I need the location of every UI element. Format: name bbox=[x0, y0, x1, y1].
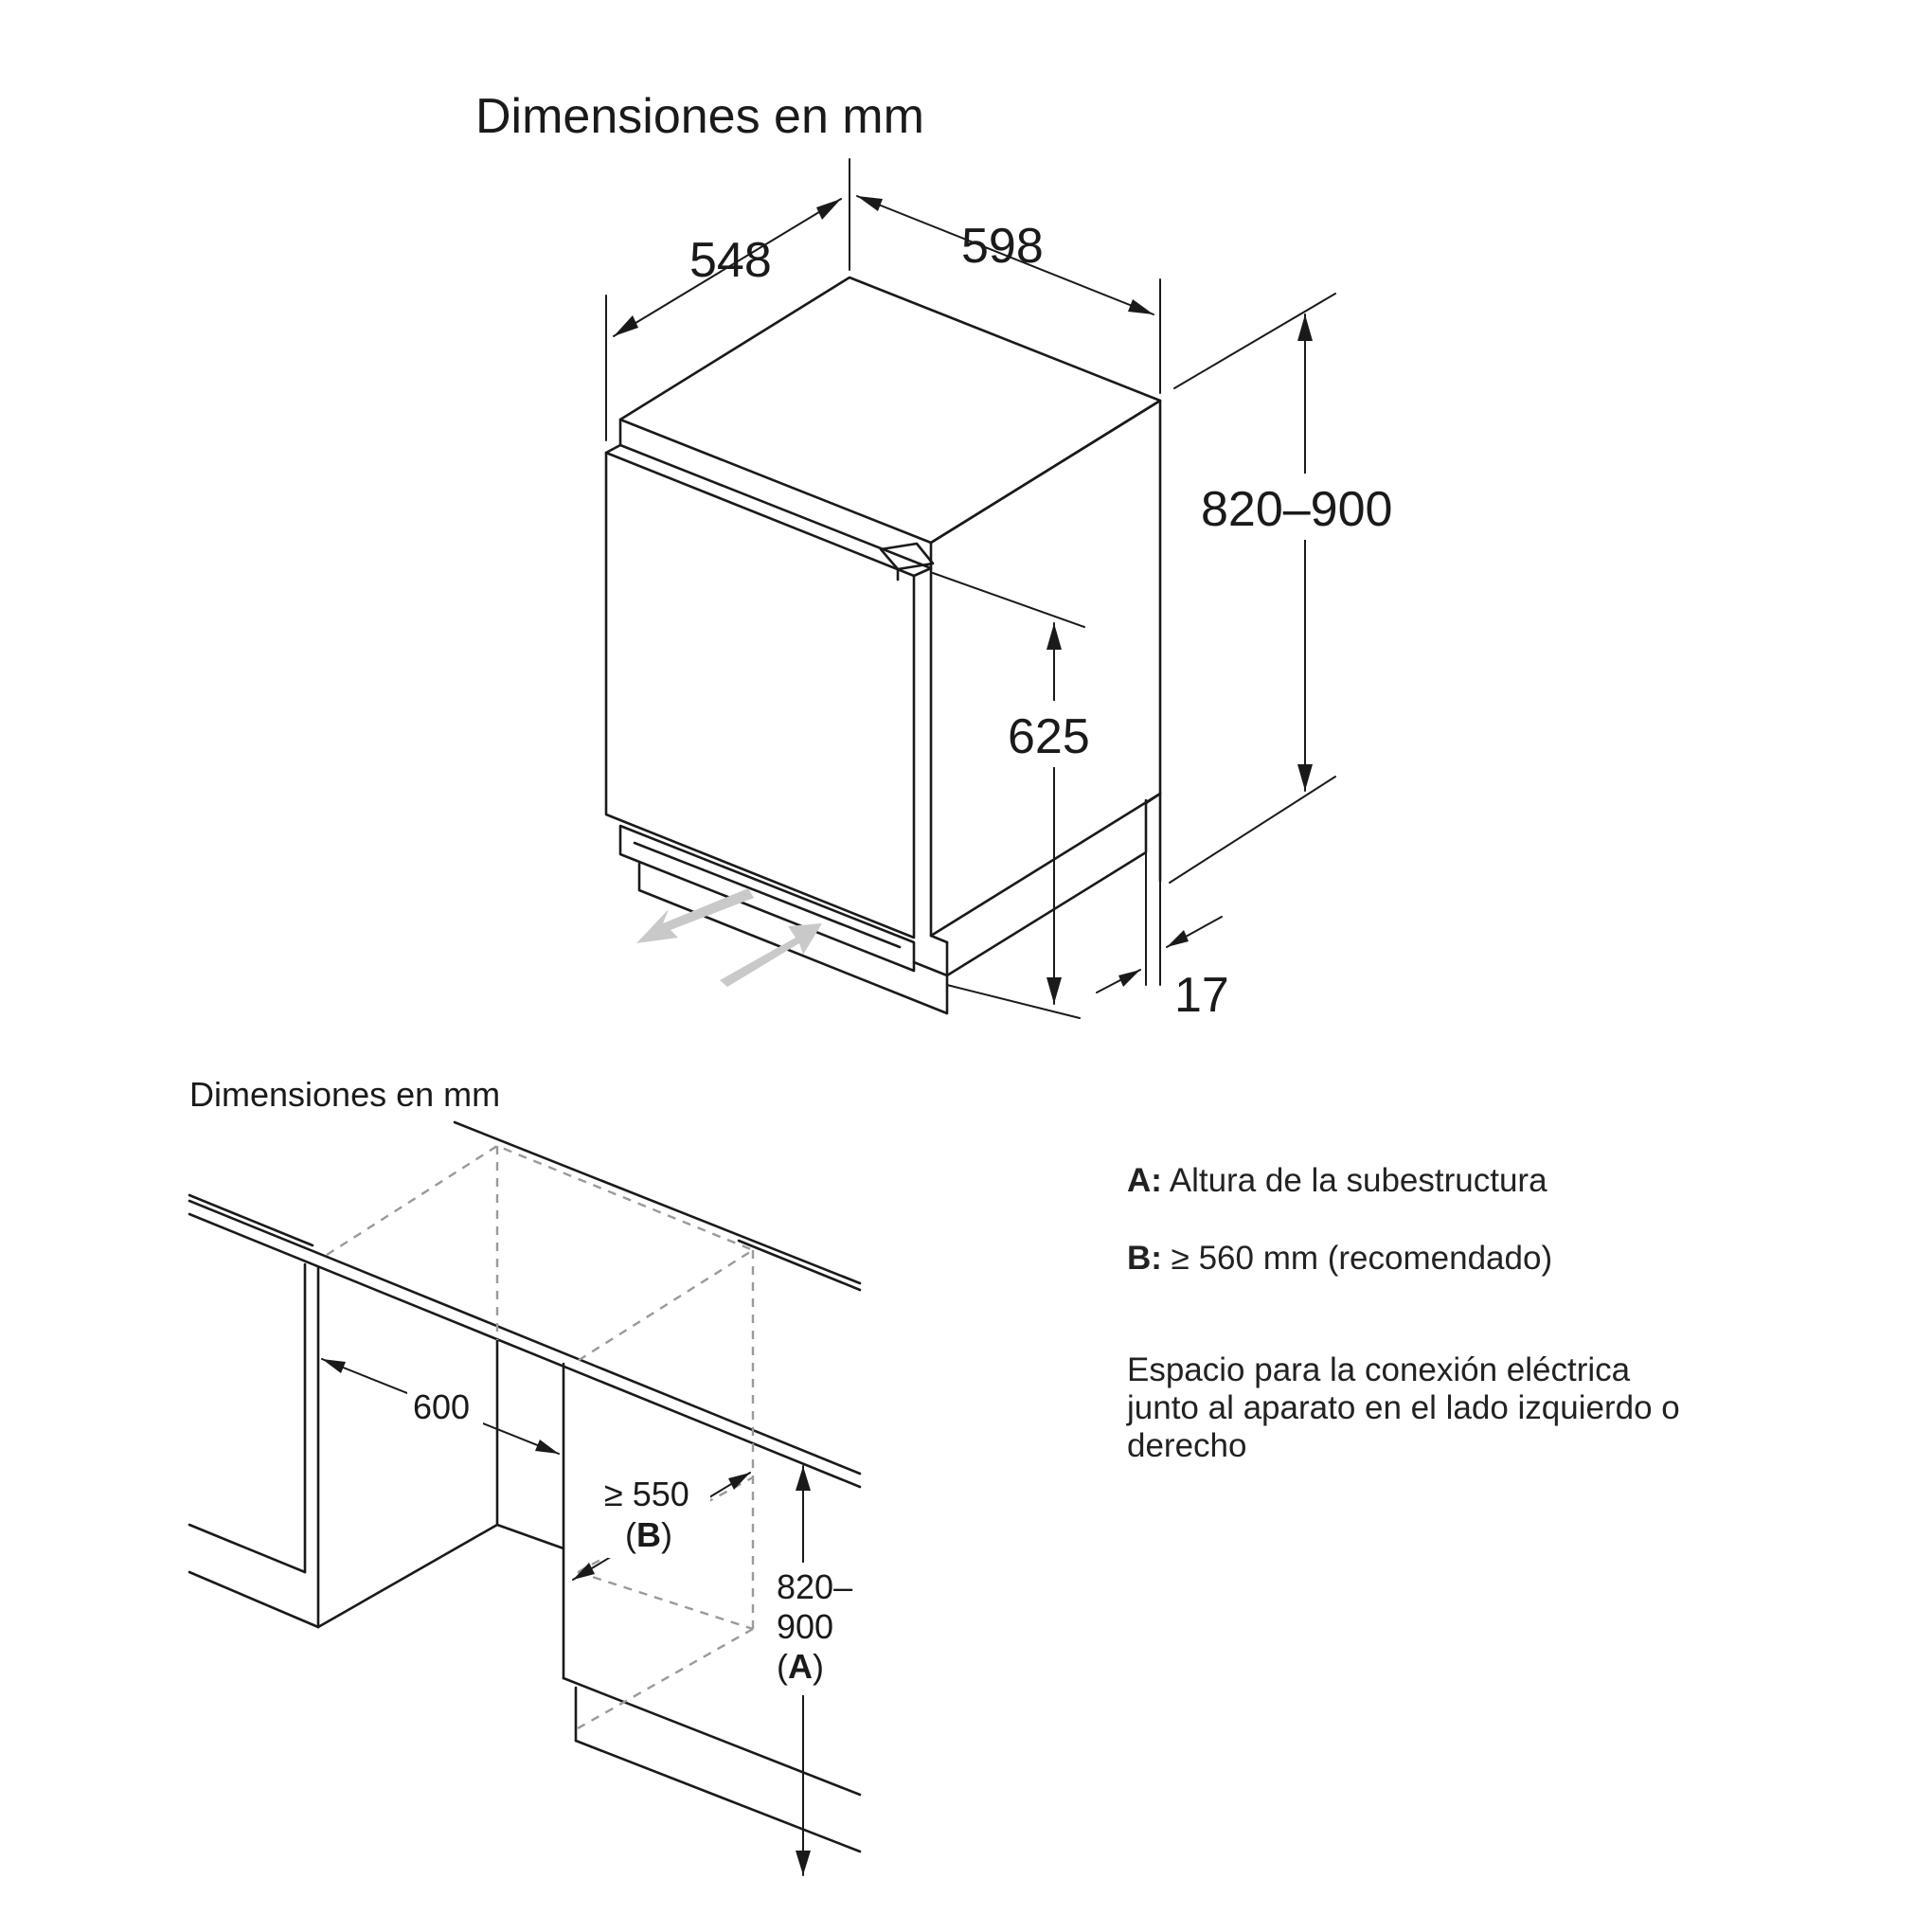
niche-depth-label: ≥ 550 bbox=[604, 1475, 689, 1513]
height-label: 820–900 bbox=[1201, 482, 1393, 537]
top-title: Dimensiones en mm bbox=[475, 89, 924, 144]
legend-a: A: Altura de la subestructura bbox=[1127, 1162, 1547, 1199]
niche-height-label-1: 820– bbox=[777, 1567, 853, 1606]
legend bbox=[1126, 1162, 1680, 1464]
appliance-door bbox=[606, 453, 914, 938]
depth-label: 548 bbox=[689, 233, 772, 288]
niche-depth-ref: (B) bbox=[625, 1515, 672, 1554]
legend-note-line-2: junto al aparato en el lado izquierdo o bbox=[1127, 1389, 1680, 1426]
plinth-offset-label: 17 bbox=[1174, 968, 1229, 1023]
door-height-label: 625 bbox=[1008, 709, 1090, 764]
niche-height-ref: (A) bbox=[777, 1647, 824, 1686]
worktop-front-edge bbox=[189, 1214, 860, 1487]
appliance-top-lip bbox=[620, 420, 931, 568]
ventilation-in-arrow bbox=[720, 923, 822, 987]
appliance-plinth bbox=[620, 826, 914, 971]
bottom-title: Dimensiones en mm bbox=[189, 1075, 501, 1114]
appliance-top-face bbox=[620, 277, 1160, 543]
niche-outline bbox=[327, 1146, 753, 1364]
appliance-drawing bbox=[475, 89, 1421, 1023]
width-label: 598 bbox=[961, 219, 1044, 274]
legend-b: B: ≥ 560 mm (recomendado) bbox=[1127, 1240, 1553, 1277]
niche-width-label: 600 bbox=[413, 1387, 471, 1426]
legend-note-line-3: derecho bbox=[1127, 1427, 1247, 1464]
niche-drawing bbox=[189, 1075, 867, 1875]
appliance-side-face bbox=[931, 401, 1160, 936]
niche-height-label-2: 900 bbox=[777, 1607, 834, 1646]
legend-note-line-1: Espacio para la conexión eléctrica bbox=[1127, 1351, 1631, 1388]
